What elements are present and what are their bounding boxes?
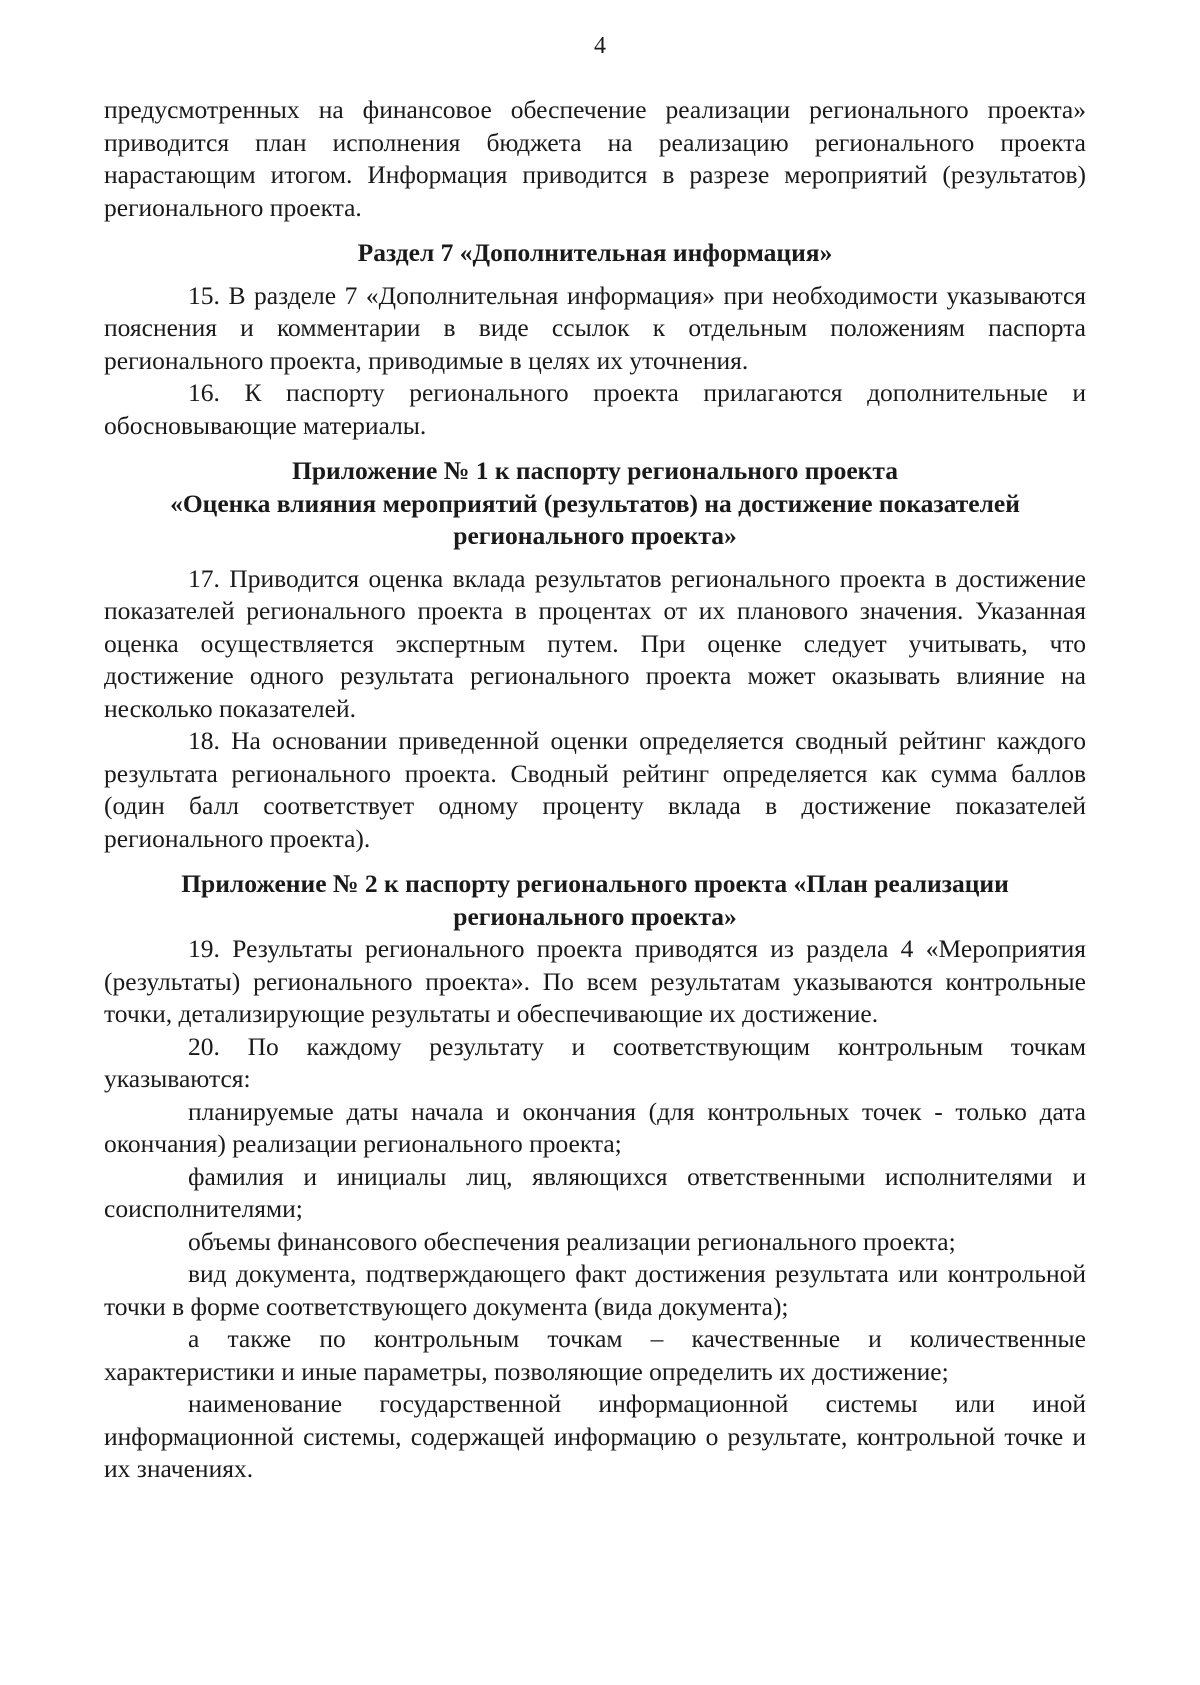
paragraph-15: 15. В разделе 7 «Дополнительная информация» при необходимости указываются пояснения и комментарии в виде ссылок к отдельным положениям паспорта регионального проекта, приводимые в целях их уточнения. bbox=[104, 280, 1086, 375]
paragraph-19: 19. Результаты регионального проекта приводятся из раздела 4 «Мероприятия (результаты) регионального проекта». По всем результатам указываются контрольные точки, детализирующие результаты и обеспечивающие их достижение. bbox=[104, 934, 1086, 1028]
document-body bbox=[104, 94, 1086, 1486]
appendix1-heading-line1: Приложение № 1 к паспорту регионального проекта bbox=[292, 456, 898, 485]
paragraph-20: 20. По каждому результату и соответствующим контрольным точкам указываются: bbox=[104, 1031, 1086, 1093]
appendix2-heading-line2: регионального проекта» bbox=[453, 901, 737, 931]
list-item-responsible: фамилия и инициалы лиц, являющихся ответственными исполнителями и соисполнителями; bbox=[104, 1161, 1086, 1223]
appendix1-heading bbox=[104, 455, 1086, 553]
list-item-information-system: наименование государственной информационной системы или иной информационной системы, содержащей информацию о результате, контрольной точке и их значениях. bbox=[104, 1389, 1086, 1483]
list-item-funding: объемы финансового обеспечения реализации регионального проекта; bbox=[188, 1226, 956, 1256]
paragraph-17: 17. Приводится оценка вклада результатов регионального проекта в достижение показателей регионального проекта в процентах от их планового значения. Указанная оценка осуществляется экспертным путем. При оценке следует учитывать, что достижение одного результата регионального проекта может оказывать влияние на несколько показателей. bbox=[104, 563, 1086, 723]
paragraph-18: 18. На основании приведенной оценки определяется сводный рейтинг каждого результата регионального проекта. Сводный рейтинг определяется как сумма баллов (один балл соответствует одному проценту вклада в достижение показателей регионального проекта). bbox=[104, 726, 1086, 853]
paragraph-16: 16. К паспорту регионального проекта прилагаются дополнительные и обосновывающие материалы. bbox=[104, 378, 1086, 440]
appendix2-heading-line1: Приложение № 2 к паспорту регионального проекта «План реализации bbox=[181, 869, 1009, 898]
appendix1-heading-line3: регионального проекта» bbox=[453, 521, 737, 550]
list-item-dates: планируемые даты начала и окончания (для контрольных точек - только дата окончания) реализации регионального проекта; bbox=[104, 1096, 1086, 1158]
appendix1-heading-line2: «Оценка влияния мероприятий (результатов) на достижение показателей bbox=[170, 488, 1020, 518]
intro-paragraph: предусмотренных на финансовое обеспечение реализации регионального проекта» приводится план исполнения бюджета на реализацию регионального проекта нарастающим итогом. Информация приводится в разрезе мероприятий (результатов) регионального проекта. bbox=[104, 95, 1086, 222]
list-item-characteristics: а также по контрольным точкам – качественные и количественные характеристики и иные параметры, позволяющие определить их достижение; bbox=[104, 1324, 1086, 1386]
page-number: 4 bbox=[594, 33, 606, 59]
appendix2-heading bbox=[104, 868, 1086, 933]
list-item-document-type: вид документа, подтверждающего факт достижения результата или контрольной точки в форме соответствующего документа (вида документа); bbox=[104, 1259, 1086, 1321]
section7-heading: Раздел 7 «Дополнительная информация» bbox=[357, 238, 833, 267]
